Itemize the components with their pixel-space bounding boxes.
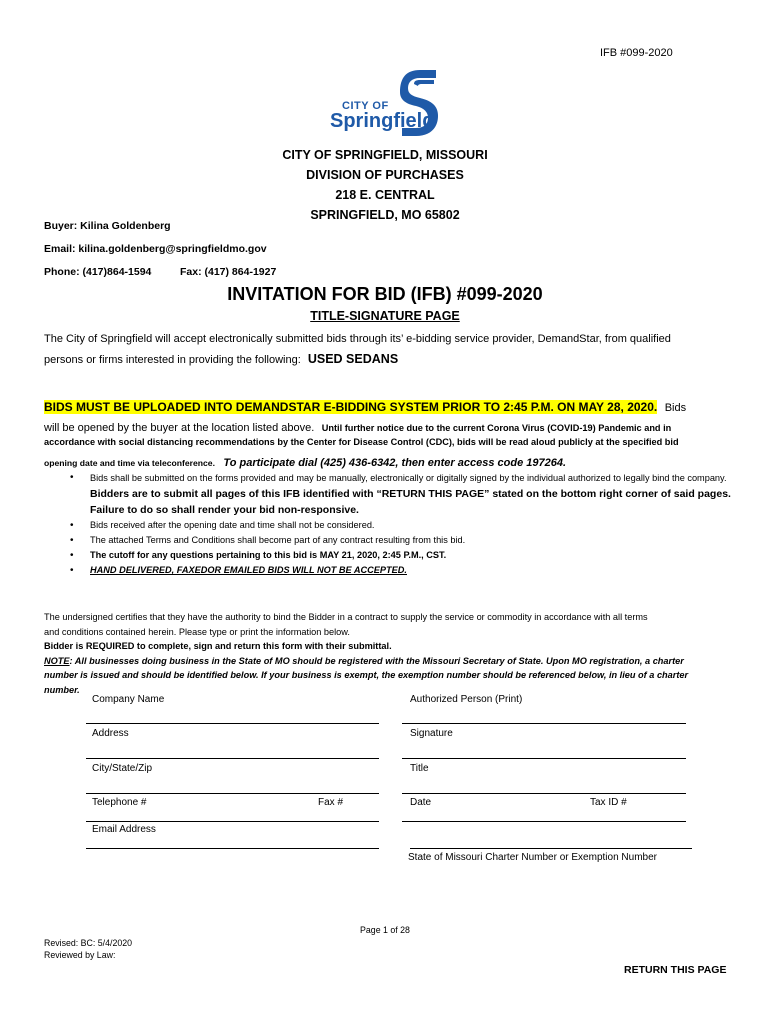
authorized-person-field[interactable]: [402, 723, 686, 724]
city-logo: [328, 64, 448, 136]
deadline-line-4a: opening date and time via teleconference.: [44, 458, 215, 468]
email-address-label: Email Address: [92, 824, 156, 835]
certify-line-3: Bidder is REQUIRED to complete, sign and return this form with their submittal.: [44, 641, 392, 651]
reviewed-by-law: Reviewed by Law:: [44, 950, 116, 960]
intro-line-1: The City of Springfield will accept electronically submitted bids through its’ e-bidding service provider, DemandStar, from qualified: [44, 333, 671, 345]
logo-city-of: CITY OF: [342, 100, 389, 112]
bullet-5: HAND DELIVERED, FAXEDOR EMAILED BIDS WILL NOT BE ACCEPTED.: [90, 565, 407, 575]
ifb-number: IFB #099-2020: [600, 47, 673, 59]
note-line-3: number.: [44, 684, 80, 695]
address-block: [0, 145, 770, 225]
page-title: INVITATION FOR BID (IFB) #099-2020: [227, 284, 543, 304]
list-item: [64, 533, 734, 548]
email-address-field[interactable]: [86, 848, 379, 849]
list-item: [64, 563, 734, 578]
deadline-line-2: [44, 418, 671, 436]
city-state-zip-label: City/State/Zip: [92, 763, 153, 774]
intro-line-2-text: persons or firms interested in providing the following:: [44, 354, 301, 366]
buyer-phone: Phone: (417)864-1594: [44, 266, 152, 278]
city-state-zip-field[interactable]: [86, 793, 379, 794]
deadline-line-3: accordance with social distancing recommendations by the Center for Disease Control (CDC), bids will be read aloud publicly at the specified bid: [44, 437, 679, 447]
list-item: [64, 470, 734, 518]
address-label: Address: [92, 728, 129, 739]
buyer-name: Buyer: Kilina Goldenberg: [44, 220, 171, 232]
procured-item: USED SEDANS: [307, 352, 399, 366]
return-this-page: RETURN THIS PAGE: [624, 964, 727, 976]
charter-number-field[interactable]: [410, 848, 692, 849]
address-line-2: DIVISION OF PURCHASES: [306, 168, 464, 182]
logo-springfield: Springfield: [330, 110, 435, 132]
list-item: [64, 548, 734, 563]
signature-label: Signature: [410, 728, 453, 739]
fax-label: Fax #: [318, 797, 344, 808]
deadline-line-2a: will be opened by the buyer at the location listed above.: [44, 422, 315, 434]
title-field[interactable]: [402, 793, 686, 794]
list-item: [64, 518, 734, 533]
deadline-line-1: [44, 398, 686, 416]
company-name-field[interactable]: [86, 723, 379, 724]
note-text-1: : All businesses doing business in the State of MO should be registered with the Missouri Secretary of State. Upon MO registration, a charter: [69, 655, 684, 666]
certify-line-1: The undersigned certifies that they have the authority to bind the Bidder in a contract to supply the service or commodity in accordance with all terms: [44, 612, 648, 622]
deadline-tail: Bids: [664, 402, 687, 414]
certification-block: [44, 610, 734, 697]
note-line-1: [44, 654, 734, 669]
deadline-line-4: [44, 453, 566, 471]
bullet-4: The cutoff for any questions pertaining to this bid is MAY 21, 2020, 2:45 P.M., CST.: [90, 550, 447, 560]
telephone-label: Telephone #: [92, 797, 147, 808]
tax-id-label: Tax ID #: [590, 797, 627, 808]
intro-line-2: [44, 352, 398, 366]
bullet-1-plain: Bids shall be submitted on the forms provided and may be manually, electronically or digitally signed by the individual authorized to legally bind the company.: [90, 473, 727, 483]
signature-field[interactable]: [402, 758, 686, 759]
charter-number-label: State of Missouri Charter Number or Exemption Number: [408, 852, 657, 863]
telephone-fax-field[interactable]: [86, 821, 379, 822]
revised-date: Revised: BC: 5/4/2020: [44, 938, 133, 948]
buyer-fax: Fax: (417) 864-1927: [180, 266, 277, 278]
teleconference-info: To participate dial (425) 436-6342, then enter access code 197264.: [223, 457, 567, 469]
deadline-highlight: BIDS MUST BE UPLOADED INTO DEMANDSTAR E-BIDDING SYSTEM PRIOR TO 2:45 P.M. ON MAY 28, 2020.: [44, 400, 658, 414]
address-line-1: CITY OF SPRINGFIELD, MISSOURI: [282, 148, 488, 162]
certify-line-2: and conditions contained herein. Please type or print the information below.: [44, 626, 350, 637]
authorized-person-label: Authorized Person (Print): [410, 694, 523, 705]
address-line-4: SPRINGFIELD, MO 65802: [310, 208, 460, 222]
note-label: NOTE: [44, 655, 70, 666]
page-number: Page 1 of 28: [360, 925, 410, 935]
bullet-1-bold: Bidders are to submit all pages of this IFB identified with “RETURN THIS PAGE” stated on the bottom right corner of said pages. Failure to do so shall render your bid non-responsive.: [90, 488, 731, 516]
requirements-list: [64, 470, 734, 578]
address-line-3: 218 E. CENTRAL: [335, 188, 435, 202]
title-label: Title: [410, 763, 429, 774]
date-tax-id-field[interactable]: [402, 821, 686, 822]
buyer-email: Email: kilina.goldenberg@springfieldmo.gov: [44, 243, 267, 255]
page-subtitle: TITLE-SIGNATURE PAGE: [310, 309, 460, 323]
note-line-2: number is issued and should be identified below. If your business is exempt, the exemption number should be referenced below, in lieu of a charter: [44, 670, 689, 680]
company-name-label: Company Name: [92, 694, 165, 705]
bullet-2: Bids received after the opening date and time shall not be considered.: [90, 520, 375, 530]
address-field[interactable]: [86, 758, 379, 759]
bullet-3: The attached Terms and Conditions shall become part of any contract resulting from this bid.: [90, 535, 466, 545]
deadline-line-2b: Until further notice due to the current Corona Virus (COVID-19) Pandemic and in: [321, 423, 672, 433]
date-label: Date: [410, 797, 432, 808]
